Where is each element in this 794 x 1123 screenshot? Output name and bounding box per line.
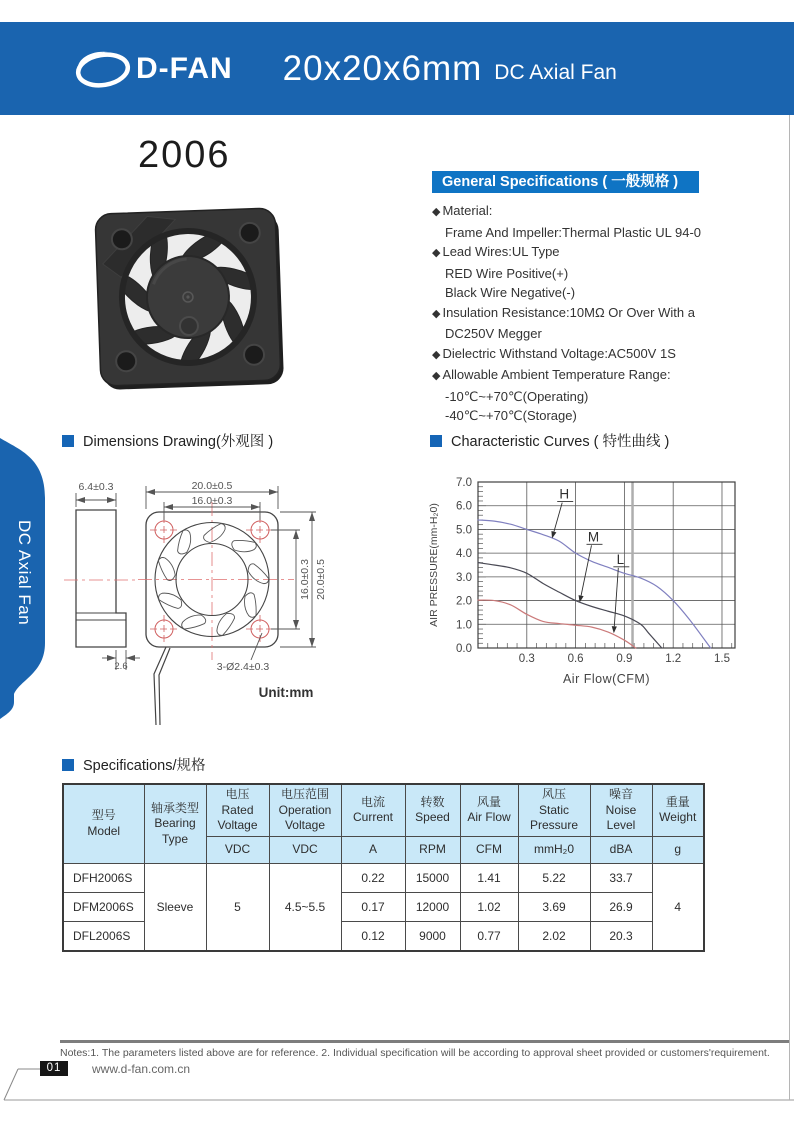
dim-mounting-holes: 3-Ø2.4±0.3 bbox=[216, 661, 270, 673]
col-header: 噪音 Noise Level bbox=[590, 784, 652, 836]
dim-frame-width: 20.0±0.5 bbox=[191, 480, 233, 492]
page-subtitle: DC Axial Fan bbox=[494, 60, 617, 84]
section-curves bbox=[430, 430, 669, 451]
svg-text:3.0: 3.0 bbox=[456, 571, 472, 584]
svg-text:AIR PRESSURE(mm-H₂0): AIR PRESSURE(mm-H₂0) bbox=[428, 503, 440, 627]
svg-text:1.2: 1.2 bbox=[665, 653, 682, 665]
spec-line: Frame And Impeller:Thermal Plastic UL 94-0 bbox=[445, 224, 702, 240]
col-header: 电流 Current bbox=[341, 784, 405, 836]
svg-text:0.9: 0.9 bbox=[616, 653, 633, 665]
brand-name: D-FAN bbox=[136, 51, 233, 85]
footer-notes: Notes:1. The parameters listed above are for reference. 2. Individual specification will be according to approval sheet provided or customers'requirement. bbox=[60, 1047, 770, 1059]
cell-model: DFM2006S bbox=[63, 892, 144, 921]
cell-rated-voltage: 5 bbox=[206, 863, 269, 951]
col-unit: RPM bbox=[405, 836, 460, 863]
specifications-table bbox=[62, 783, 705, 952]
svg-text:L: L bbox=[616, 551, 625, 567]
col-unit: dBA bbox=[590, 836, 652, 863]
col-unit: g bbox=[652, 836, 704, 863]
spec-table bbox=[62, 783, 705, 952]
model-series-title: 2006 bbox=[138, 134, 231, 176]
svg-text:H: H bbox=[559, 486, 570, 502]
col-unit: mmH₂0 bbox=[518, 836, 590, 863]
spec-line: RED Wire Positive(+) bbox=[445, 265, 569, 281]
general-specs-list bbox=[432, 201, 777, 426]
col-unit: A bbox=[341, 836, 405, 863]
spec-line: ◆ Insulation Resistance:10MΩ Or Over With a bbox=[432, 304, 695, 320]
notes-divider bbox=[60, 1040, 790, 1043]
diamond-bullet-icon: ◆ bbox=[432, 206, 441, 218]
spec-line: ◆ Allowable Ambient Temperature Range: bbox=[432, 367, 671, 382]
svg-text:7.0: 7.0 bbox=[456, 477, 472, 489]
col-header: 电压范围 Operation Voltage bbox=[269, 784, 341, 836]
section-dimensions-title: Dimensions Drawing(外观图 ) bbox=[83, 434, 274, 450]
col-header: 电压 Rated Voltage bbox=[206, 784, 269, 836]
logo-swoosh-icon bbox=[72, 47, 132, 91]
col-unit: VDC bbox=[269, 836, 341, 863]
svg-text:1.5: 1.5 bbox=[713, 653, 730, 665]
side-tab-dc-axial-fan bbox=[0, 438, 50, 726]
section-curves-title: Characteristic Curves ( 特性曲线 ) bbox=[451, 434, 670, 450]
svg-text:1.0: 1.0 bbox=[456, 619, 472, 632]
cell-air-flow: 1.41 bbox=[460, 863, 518, 892]
cell-pressure: 2.02 bbox=[518, 921, 590, 951]
spec-line: DC250V Megger bbox=[445, 326, 542, 341]
dim-hole-pitch-v: 16.0±0.3 bbox=[299, 559, 311, 600]
col-header: 轴承类型 Bearing Type bbox=[144, 784, 206, 863]
cell-noise: 33.7 bbox=[590, 863, 652, 892]
cell-weight: 4 bbox=[652, 863, 704, 951]
col-header: 型号 Model bbox=[63, 784, 144, 863]
spec-line: ◆ Material: bbox=[432, 203, 493, 218]
cell-pressure: 5.22 bbox=[518, 863, 590, 892]
section-bullet-icon bbox=[430, 435, 442, 447]
footer-website: www.d-fan.com.cn bbox=[92, 1062, 191, 1076]
diamond-bullet-icon: ◆ bbox=[432, 247, 441, 259]
diamond-bullet-icon: ◆ bbox=[432, 370, 441, 382]
section-bullet-icon bbox=[62, 759, 74, 771]
section-specifications bbox=[62, 754, 206, 775]
table-row bbox=[63, 863, 704, 892]
unit-note: Unit:mm bbox=[258, 685, 314, 700]
side-tab-label: DC Axial Fan bbox=[15, 520, 34, 626]
col-header: 转数 Speed bbox=[405, 784, 460, 836]
svg-text:0.0: 0.0 bbox=[456, 643, 472, 655]
cell-current: 0.17 bbox=[341, 892, 405, 921]
svg-text:6.0: 6.0 bbox=[456, 500, 472, 513]
cell-current: 0.22 bbox=[341, 863, 405, 892]
page-number-badge: 01 bbox=[40, 1061, 68, 1076]
diamond-bullet-icon: ◆ bbox=[432, 348, 441, 361]
col-header: 风压 Static Pressure bbox=[518, 784, 590, 836]
cell-noise: 20.3 bbox=[590, 921, 652, 951]
cell-air-flow: 0.77 bbox=[460, 921, 518, 951]
cell-operation-voltage: 4.5~5.5 bbox=[269, 863, 341, 951]
col-unit: CFM bbox=[460, 836, 518, 863]
characteristic-curves-chart bbox=[424, 455, 774, 705]
brand-logo bbox=[72, 47, 233, 91]
dim-frame-height: 20.0±0.5 bbox=[315, 559, 327, 600]
cell-current: 0.12 bbox=[341, 921, 405, 951]
cell-model: DFH2006S bbox=[63, 863, 144, 892]
cell-speed: 15000 bbox=[405, 863, 460, 892]
svg-text:M: M bbox=[587, 529, 600, 545]
dim-hole-pitch-h: 16.0±0.3 bbox=[191, 495, 233, 507]
fan-product-image bbox=[92, 203, 287, 393]
section-dimensions bbox=[62, 430, 273, 451]
cell-bearing: Sleeve bbox=[144, 863, 206, 951]
spec-line: ◆ Lead Wires:UL Type bbox=[432, 244, 560, 259]
cell-speed: 9000 bbox=[405, 921, 460, 951]
svg-text:5.0: 5.0 bbox=[456, 524, 472, 537]
col-unit: VDC bbox=[206, 836, 269, 863]
dimensions-drawing bbox=[58, 460, 428, 732]
col-header: 重量 Weight bbox=[652, 784, 704, 836]
svg-text:0.3: 0.3 bbox=[518, 653, 535, 665]
svg-text:2.0: 2.0 bbox=[456, 595, 472, 608]
cell-speed: 12000 bbox=[405, 892, 460, 921]
col-header: 风量 Air Flow bbox=[460, 784, 518, 836]
section-specifications-title: Specifications/规格 bbox=[83, 758, 206, 774]
diamond-bullet-icon: ◆ bbox=[432, 307, 441, 320]
spec-line: -40℃~+70℃(Storage) bbox=[445, 408, 577, 423]
page-title: 20x20x6mm bbox=[282, 48, 483, 88]
cell-noise: 26.9 bbox=[590, 892, 652, 921]
cell-pressure: 3.69 bbox=[518, 892, 590, 921]
spec-line: Black Wire Negative(-) bbox=[445, 285, 576, 300]
page-right-border bbox=[789, 115, 790, 1100]
section-bullet-icon bbox=[62, 435, 74, 447]
svg-text:4.0: 4.0 bbox=[456, 548, 472, 561]
cell-model: DFL2006S bbox=[63, 921, 144, 951]
header-bar bbox=[0, 22, 794, 115]
dim-hub-step: 2.6 bbox=[114, 661, 128, 672]
spec-line: ◆ Dielectric Withstand Voltage:AC500V 1S bbox=[432, 345, 676, 361]
dim-side-width: 6.4±0.3 bbox=[78, 481, 114, 493]
svg-text:Air Flow(CFM): Air Flow(CFM) bbox=[562, 672, 651, 686]
cell-air-flow: 1.02 bbox=[460, 892, 518, 921]
spec-line: -10℃~+70℃(Operating) bbox=[445, 388, 589, 404]
svg-text:0.6: 0.6 bbox=[567, 653, 584, 665]
general-specs-header: General Specifications ( 一般规格 ) bbox=[432, 171, 699, 193]
